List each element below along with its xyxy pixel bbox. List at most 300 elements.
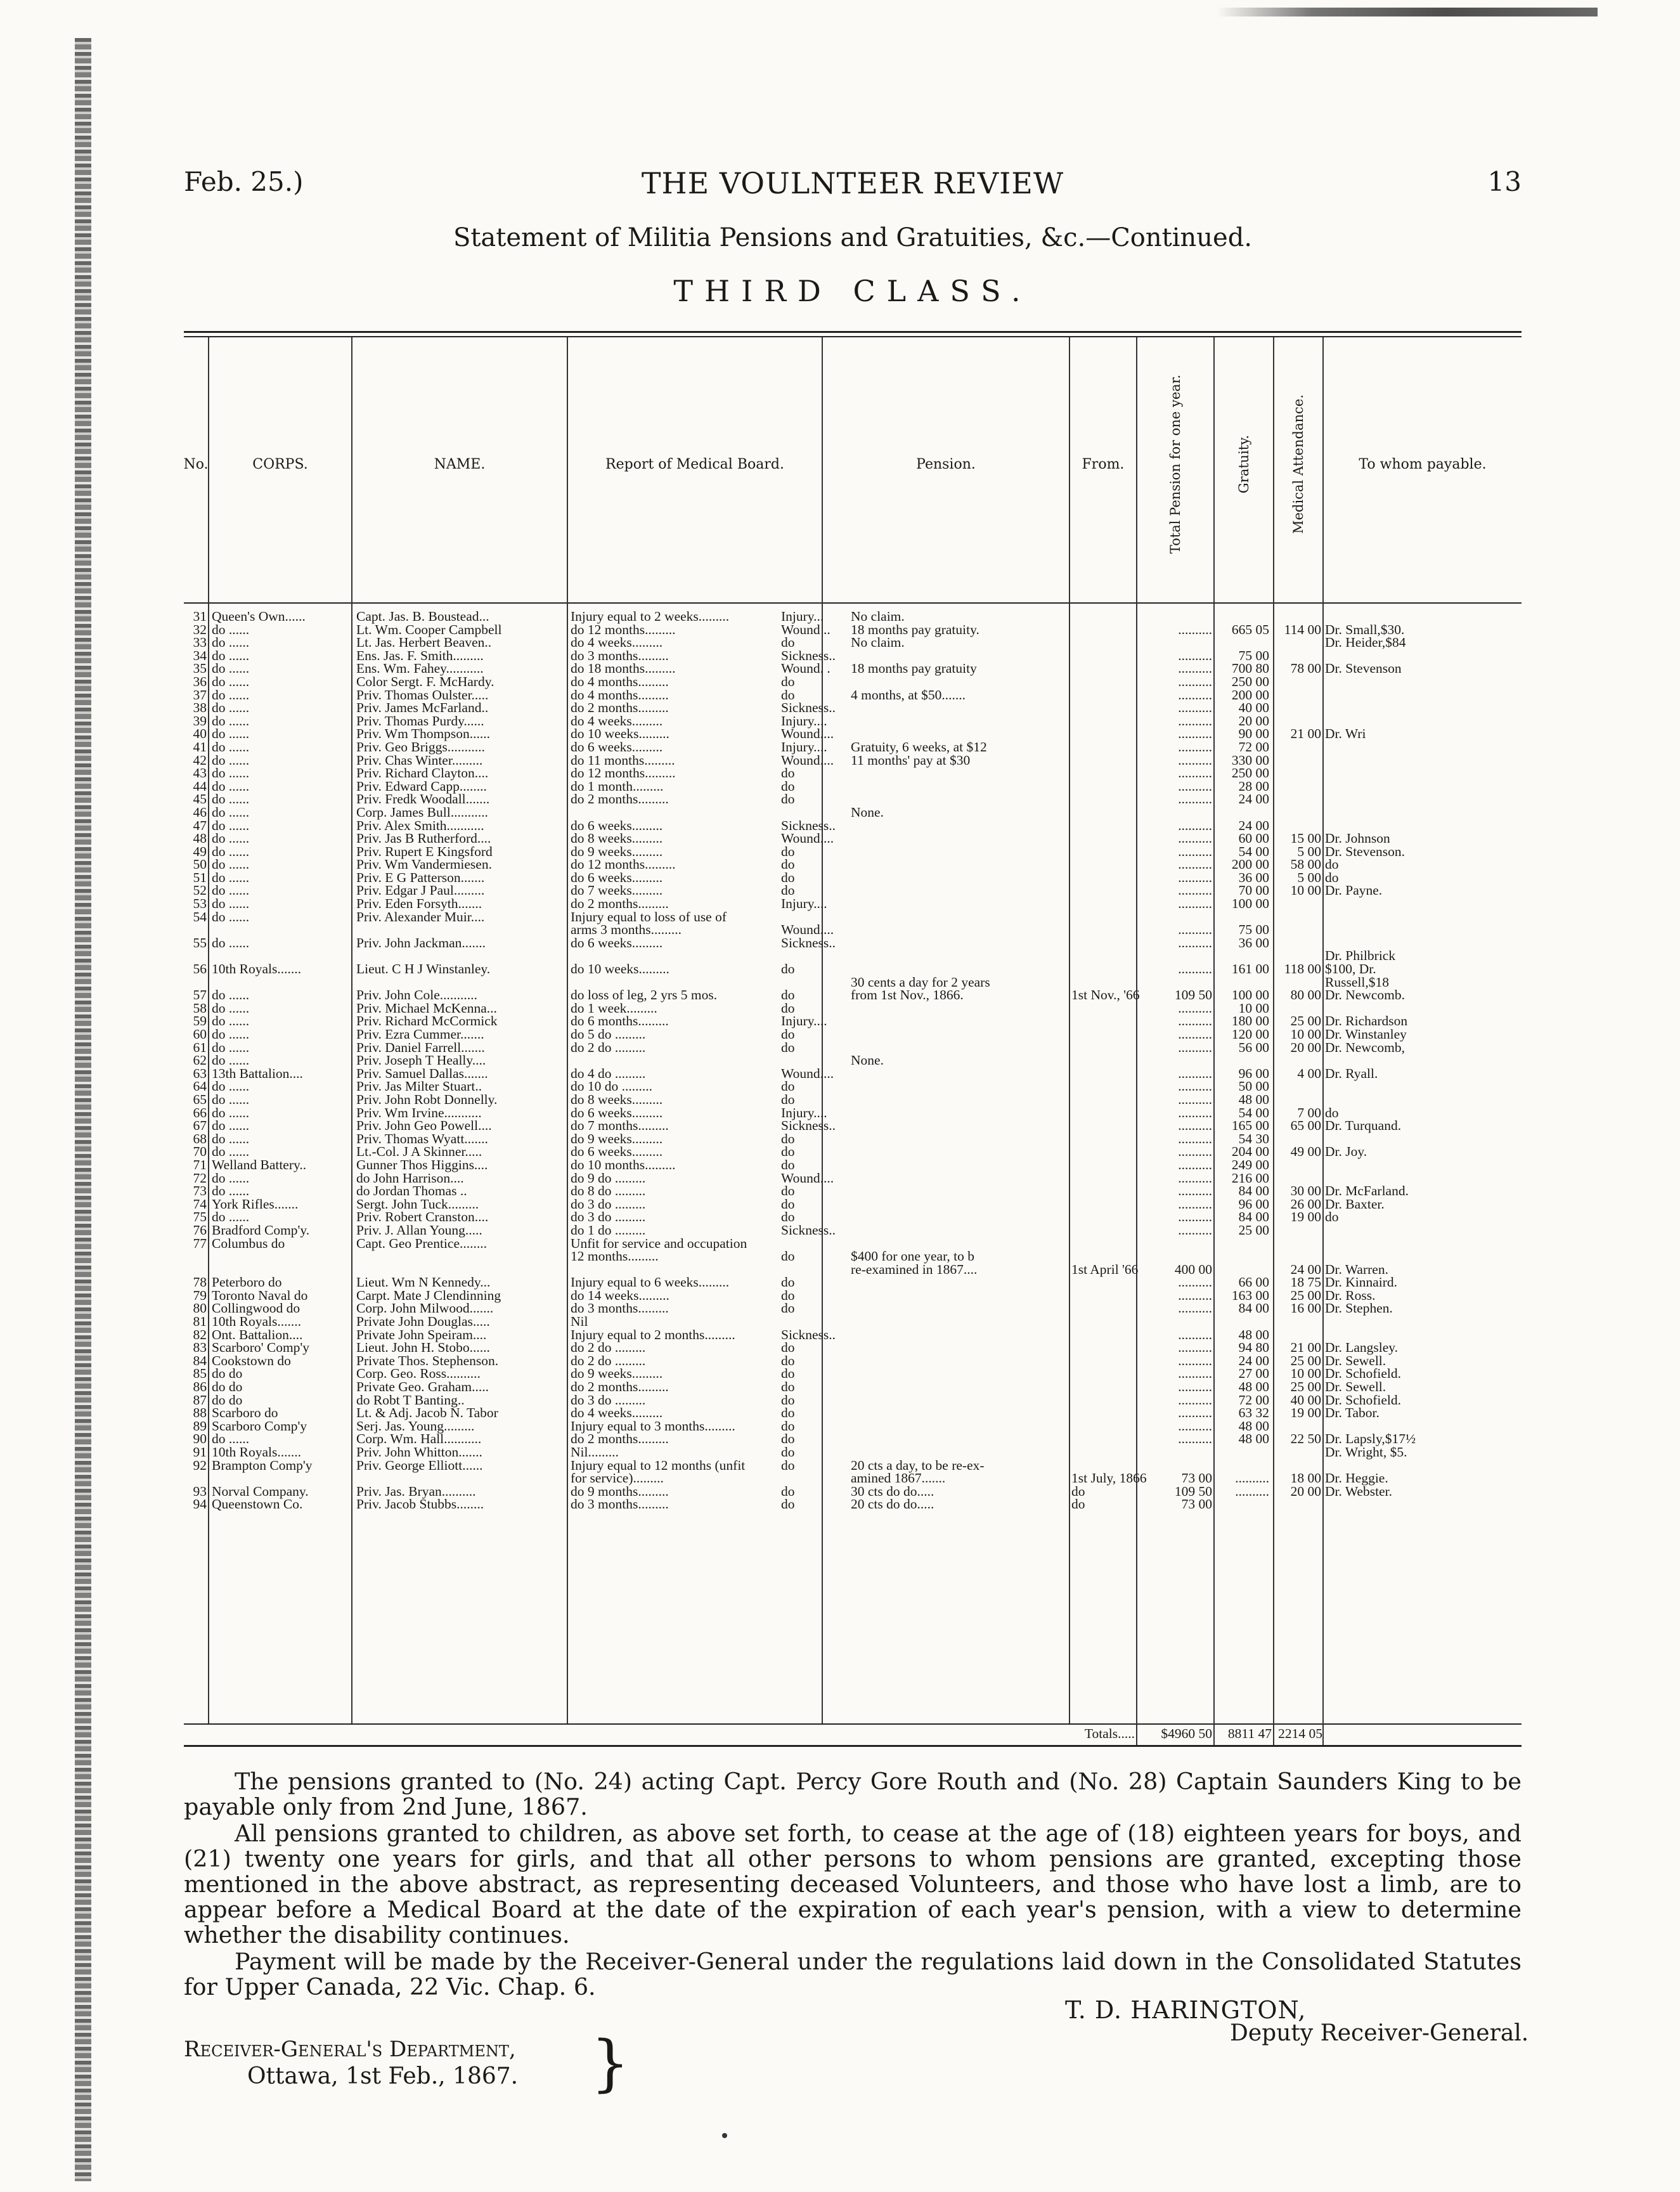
- table-row: [184, 727, 1522, 741]
- cell-name: Corp. Geo. Ross..........: [356, 1366, 481, 1382]
- cell-type: do: [781, 765, 795, 781]
- table-row: [184, 989, 1522, 1002]
- table-row: [184, 1015, 1522, 1028]
- cell-total: ..........: [1178, 857, 1212, 872]
- cell-medical: 22 50: [1290, 1431, 1321, 1447]
- cell-no: 65: [193, 1091, 207, 1107]
- cell-report: do 10 do .........: [571, 1079, 652, 1094]
- pensions-table: [184, 331, 1522, 1742]
- cell-gratuity: 250 00: [1231, 673, 1269, 689]
- cell-gratuity: 24 00: [1238, 791, 1269, 807]
- cell-type: do: [781, 1039, 795, 1055]
- cell-corps: Scarboro do: [212, 1405, 278, 1421]
- cell-gratuity: 48 00: [1238, 1379, 1269, 1395]
- cell-corps: do ......: [212, 778, 250, 794]
- cell-total: ..........: [1178, 1274, 1212, 1290]
- cell-report: do 2 months.........: [571, 896, 669, 912]
- cell-total: ..........: [1178, 726, 1212, 742]
- cell-report: do 9 weeks.........: [571, 843, 663, 859]
- cell-type: do: [781, 778, 795, 794]
- cell-name: Priv. Edward Capp........: [356, 778, 487, 794]
- cell-gratuity: 70 00: [1238, 883, 1269, 898]
- cell-total: ..........: [1178, 1340, 1212, 1356]
- cell-total: ..........: [1178, 647, 1212, 663]
- cell-total: ..........: [1178, 1091, 1212, 1107]
- cell-no: 50: [193, 857, 207, 872]
- cell-name: Priv. Alex Smith...........: [356, 817, 484, 833]
- table-row: [184, 1119, 1522, 1132]
- table-row: [184, 1472, 1522, 1485]
- cell-pension: from 1st Nov., 1866.: [851, 987, 964, 1003]
- table-row: [184, 884, 1522, 897]
- cell-payable: Dr. McFarland.: [1325, 1183, 1409, 1199]
- cell-corps: 13th Battalion....: [212, 1065, 303, 1081]
- notes-section: [184, 1769, 1522, 2001]
- cell-medical: 26 00: [1290, 1196, 1321, 1212]
- col-header-from: From.: [1082, 456, 1125, 472]
- cell-gratuity: 48 00: [1238, 1431, 1269, 1447]
- cell-total: ..........: [1178, 1287, 1212, 1303]
- cell-report: do 2 months.........: [571, 700, 669, 716]
- cell-name: Serj. Jas. Young.........: [356, 1418, 475, 1434]
- cell-name: Priv. Thomas Purdy......: [356, 713, 484, 729]
- cell-report: do 9 weeks.........: [571, 1366, 663, 1382]
- cell-name: Private Thos. Stephenson.: [356, 1352, 499, 1368]
- cell-payable: Dr. Stephen.: [1325, 1300, 1393, 1316]
- cell-report: do 10 weeks.........: [571, 961, 669, 977]
- cell-type: do: [781, 1405, 795, 1421]
- cell-name: Priv. Samuel Dallas.......: [356, 1065, 488, 1081]
- cell-type: do: [781, 1418, 795, 1434]
- cell-report: do 9 do .........: [571, 1170, 646, 1186]
- cell-medical: 25 00: [1290, 1013, 1321, 1029]
- cell-no: 77: [193, 1235, 207, 1251]
- cell-payable: Dr. Newcomb.: [1325, 987, 1405, 1003]
- cell-pension: 18 months pay gratuity.: [851, 621, 979, 637]
- cell-no: 72: [193, 1170, 207, 1186]
- table-row: [184, 1210, 1522, 1224]
- cell-type: Wound....: [781, 1170, 834, 1186]
- table-row: [184, 1276, 1522, 1289]
- table-row: [184, 793, 1522, 806]
- cell-corps: do ......: [212, 635, 250, 651]
- cell-total: ..........: [1178, 961, 1212, 977]
- cell-gratuity: 75 00: [1238, 647, 1269, 663]
- cell-gratuity: 100 00: [1231, 896, 1269, 912]
- cell-corps: do ......: [212, 765, 250, 781]
- cell-total: ..........: [1178, 843, 1212, 859]
- cell-gratuity: 200 00: [1231, 687, 1269, 703]
- cell-corps: do ......: [212, 673, 250, 689]
- cell-no: 49: [193, 843, 207, 859]
- col-header-pension: Pension.: [916, 456, 976, 472]
- cell-report: do 10 months.........: [571, 1157, 676, 1172]
- cell-no: 64: [193, 1079, 207, 1094]
- cell-report: do 11 months.........: [571, 752, 675, 768]
- cell-total: 109 50: [1174, 987, 1212, 1003]
- cell-gratuity: 28 00: [1238, 778, 1269, 794]
- table-row: [184, 963, 1522, 976]
- cell-total: ..........: [1178, 1118, 1212, 1134]
- totals-row: [184, 1726, 1522, 1744]
- cell-corps: do ......: [212, 987, 250, 1003]
- cell-total: ..........: [1178, 1144, 1212, 1160]
- cell-type: do: [781, 1483, 795, 1499]
- cell-payable: Dr. Stevenson.: [1325, 843, 1405, 859]
- cell-payable: do: [1325, 857, 1339, 872]
- cell-corps: do ......: [212, 1000, 250, 1016]
- cell-report: Injury equal to loss of use of: [571, 909, 727, 924]
- cell-pension: No claim.: [851, 635, 905, 651]
- cell-payable: Dr. Wright, $5.: [1325, 1444, 1407, 1460]
- cell-type: do: [781, 1183, 795, 1199]
- cell-type: Wound....: [781, 726, 834, 742]
- cell-name: Lieut. John H. Stobo......: [356, 1340, 490, 1356]
- col-header-total: Total Pension for one year.: [1168, 374, 1183, 554]
- cell-no: 66: [193, 1105, 207, 1120]
- cell-name: Priv. George Elliott......: [356, 1457, 483, 1473]
- cell-gratuity: ..........: [1235, 1483, 1269, 1499]
- cell-report: do 3 do .........: [571, 1196, 646, 1212]
- cell-type: Injury....: [781, 896, 827, 912]
- cell-type: do: [781, 1444, 795, 1460]
- cell-type: do: [781, 1157, 795, 1172]
- cell-gratuity: 250 00: [1231, 765, 1269, 781]
- table-row: [184, 689, 1522, 702]
- binding-edge: [75, 38, 91, 2181]
- cell-no: 88: [193, 1405, 207, 1421]
- cell-payable: Dr. Payne.: [1325, 883, 1383, 898]
- cell-pension: 11 months' pay at $30: [851, 752, 971, 768]
- cell-total: ..........: [1178, 1418, 1212, 1434]
- cell-corps: do ......: [212, 713, 250, 729]
- cell-report: do 4 weeks.........: [571, 635, 663, 651]
- cell-corps: do ......: [212, 1183, 250, 1199]
- cell-no: 35: [193, 661, 207, 677]
- cell-gratuity: 94 80: [1238, 1340, 1269, 1356]
- cell-no: 39: [193, 713, 207, 729]
- cell-report: do 4 weeks.........: [571, 1405, 663, 1421]
- cell-name: Priv. John Robt Donnelly.: [356, 1091, 498, 1107]
- cell-report: do 6 weeks.........: [571, 1105, 663, 1120]
- cell-type: do: [781, 635, 795, 651]
- cell-corps: Ont. Battalion....: [212, 1326, 303, 1342]
- cell-no: 57: [193, 987, 207, 1003]
- cell-no: 58: [193, 1000, 207, 1016]
- cell-no: 56: [193, 961, 207, 977]
- col-header-name: NAME.: [434, 456, 486, 472]
- cell-no: 54: [193, 909, 207, 924]
- cell-name: Private Geo. Graham.....: [356, 1379, 489, 1395]
- cell-no: 78: [193, 1274, 207, 1290]
- cell-report: do 3 months.........: [571, 1496, 669, 1512]
- cell-name: Sergt. John Tuck.........: [356, 1196, 479, 1212]
- table-row: [184, 636, 1522, 649]
- cell-gratuity: 100 00: [1231, 987, 1269, 1003]
- cell-medical: 19 00: [1290, 1209, 1321, 1225]
- note-paragraph: Payment will be made by the Receiver-General under the regulations laid down in the Consolidated Statutes for Upper Canada, 22 Vic. Chap. 6.: [184, 1948, 1522, 2001]
- cell-total: ..........: [1178, 1405, 1212, 1421]
- cell-corps: do ......: [212, 896, 250, 912]
- cell-name: Priv. John Cole...........: [356, 987, 477, 1003]
- top-scan-mark: [1217, 8, 1598, 16]
- cell-corps: Bradford Comp'y.: [212, 1222, 310, 1238]
- cell-pension: No claim.: [851, 609, 905, 624]
- cell-corps: Scarboro Comp'y: [212, 1418, 307, 1434]
- cell-corps: Toronto Naval do: [212, 1287, 308, 1303]
- cell-total: ..........: [1178, 1183, 1212, 1199]
- cell-type: do: [781, 1248, 795, 1264]
- cell-no: 71: [193, 1157, 207, 1172]
- cell-gratuity: ..........: [1235, 1470, 1269, 1486]
- table-row: [184, 1028, 1522, 1041]
- table-row: [184, 819, 1522, 833]
- cell-name: Priv. Jas. Bryan..........: [356, 1483, 476, 1499]
- cell-corps: do ......: [212, 726, 250, 742]
- cell-type: do: [781, 1027, 795, 1042]
- cell-no: 40: [193, 726, 207, 742]
- cell-corps: do ......: [212, 791, 250, 807]
- cell-pension: 20 cts do do.....: [851, 1496, 934, 1512]
- cell-name: Priv. Wm Thompson......: [356, 726, 491, 742]
- cell-name: Priv. E G Patterson.......: [356, 869, 485, 885]
- cell-gratuity: 330 00: [1231, 752, 1269, 768]
- cell-name: Priv. Thomas Wyatt.......: [356, 1131, 488, 1146]
- cell-payable: Dr. Ryall.: [1325, 1065, 1378, 1081]
- cell-report: Injury equal to 12 months (unfit: [571, 1457, 746, 1473]
- cell-pension: 20 cts a day, to be re-ex-: [851, 1457, 985, 1473]
- cell-type: Wound. .: [781, 661, 830, 677]
- cell-medical: 20 00: [1290, 1039, 1321, 1055]
- cell-no: 32: [193, 621, 207, 637]
- col-header-gratuity: Gratuity.: [1236, 434, 1252, 494]
- cell-total: ..........: [1178, 1157, 1212, 1172]
- signature-name: T. D. HARINGTON,: [1065, 1996, 1307, 2024]
- cell-type: Sickness..: [781, 700, 836, 716]
- col-header-medical: Medical Attendance.: [1291, 394, 1306, 534]
- cell-name: Priv. Edgar J Paul.........: [356, 883, 485, 898]
- cell-pension: re-examined in 1867....: [851, 1261, 978, 1277]
- cell-pension: 18 months pay gratuity: [851, 661, 977, 677]
- cell-report: do 6 weeks.........: [571, 935, 663, 950]
- cell-no: 43: [193, 765, 207, 781]
- cell-no: 52: [193, 883, 207, 898]
- cell-payable: $100, Dr.: [1325, 961, 1376, 977]
- cell-gratuity: 96 00: [1238, 1196, 1269, 1212]
- cell-report: Nil.........: [571, 1444, 619, 1460]
- cell-gratuity: 54 00: [1238, 1105, 1269, 1120]
- cell-gratuity: 27 00: [1238, 1366, 1269, 1382]
- cell-total: ..........: [1178, 739, 1212, 755]
- cell-report: Injury equal to 2 weeks.........: [571, 609, 730, 624]
- cell-medical: 10 00: [1290, 1027, 1321, 1042]
- cell-no: 41: [193, 739, 207, 755]
- cell-corps: Peterboro do: [212, 1274, 282, 1290]
- cell-no: 73: [193, 1183, 207, 1199]
- cell-no: 46: [193, 804, 207, 820]
- cell-corps: do ......: [212, 804, 250, 820]
- cell-no: 62: [193, 1053, 207, 1068]
- cell-no: 79: [193, 1287, 207, 1303]
- cell-no: 31: [193, 609, 207, 624]
- table-row: [184, 976, 1522, 989]
- cell-report: do 12 months.........: [571, 857, 676, 872]
- cell-corps: do ......: [212, 1079, 250, 1094]
- cell-type: Sickness..: [781, 1118, 836, 1134]
- table-row: [184, 662, 1522, 675]
- cell-medical: 18 75: [1290, 1274, 1321, 1290]
- table-row: [184, 649, 1522, 663]
- cell-medical: 58 00: [1290, 857, 1321, 872]
- cell-report: do 5 do .........: [571, 1027, 646, 1042]
- cell-corps: do do: [212, 1392, 243, 1408]
- cell-name: Ens. Jas. F. Smith.........: [356, 647, 484, 663]
- cell-no: 82: [193, 1326, 207, 1342]
- cell-no: 44: [193, 778, 207, 794]
- cell-name: do Jordan Thomas ..: [356, 1183, 467, 1199]
- cell-gratuity: 165 00: [1231, 1118, 1269, 1134]
- cell-payable: Dr. Richardson: [1325, 1013, 1408, 1029]
- cell-type: do: [781, 673, 795, 689]
- cell-medical: 30 00: [1290, 1183, 1321, 1199]
- cell-total: ..........: [1178, 1079, 1212, 1094]
- cell-name: Priv. Daniel Farrell.......: [356, 1039, 485, 1055]
- cell-report: do 2 do .........: [571, 1039, 646, 1055]
- table-row: [184, 1432, 1522, 1446]
- cell-total: ..........: [1178, 1392, 1212, 1408]
- cell-type: do: [781, 1079, 795, 1094]
- publication-title: THE VOULNTEER REVIEW: [641, 166, 1064, 200]
- cell-no: 90: [193, 1431, 207, 1447]
- cell-payable: Dr. Tabor.: [1325, 1405, 1380, 1421]
- cell-corps: Queen's Own......: [212, 609, 306, 624]
- cell-corps: do ......: [212, 1053, 250, 1068]
- cell-pension: None.: [851, 804, 884, 820]
- cell-gratuity: 54 00: [1238, 843, 1269, 859]
- cell-name: Priv. Alexander Muir....: [356, 909, 485, 924]
- table-row: [184, 1394, 1522, 1407]
- cell-name: Capt. Jas. B. Boustead...: [356, 609, 489, 624]
- cell-corps: do do: [212, 1366, 243, 1382]
- cell-name: Priv. Joseph T Heally....: [356, 1053, 486, 1068]
- cell-report: for service).........: [571, 1470, 664, 1486]
- cell-medical: 5 00: [1297, 843, 1321, 859]
- cell-report: do 9 weeks.........: [571, 1131, 663, 1146]
- cell-corps: 10th Royals.......: [212, 961, 301, 977]
- cell-type: Sickness..: [781, 1222, 836, 1238]
- cell-total: ..........: [1178, 1196, 1212, 1212]
- cell-no: 83: [193, 1340, 207, 1356]
- cell-payable: Russell,$18: [1325, 974, 1389, 990]
- cell-corps: do ......: [212, 831, 250, 846]
- cell-name: Lt. Jas. Herbert Beaven..: [356, 635, 492, 651]
- cell-type: Wound....: [781, 831, 834, 846]
- cell-medical: 65 00: [1290, 1118, 1321, 1134]
- cell-name: Priv. Ezra Cummer.......: [356, 1027, 484, 1042]
- cell-payable: do: [1325, 869, 1339, 885]
- cell-no: 74: [193, 1196, 207, 1212]
- cell-medical: 20 00: [1290, 1483, 1321, 1499]
- cell-payable: Dr. Joy.: [1325, 1144, 1367, 1160]
- cell-medical: 18 00: [1290, 1470, 1321, 1486]
- cell-corps: Brampton Comp'y: [212, 1457, 313, 1473]
- cell-medical: 21 00: [1290, 726, 1321, 742]
- cell-type: do: [781, 857, 795, 872]
- cell-no: 60: [193, 1027, 207, 1042]
- table-row: [184, 1080, 1522, 1093]
- cell-total: ..........: [1178, 817, 1212, 833]
- cell-payable: Dr. Warren.: [1325, 1261, 1388, 1277]
- cell-total: ..........: [1178, 922, 1212, 938]
- cell-medical: 25 00: [1290, 1287, 1321, 1303]
- cell-total: ..........: [1178, 1065, 1212, 1081]
- cell-no: 59: [193, 1013, 207, 1029]
- cell-payable: Dr. Turquand.: [1325, 1118, 1402, 1134]
- cell-payable: Dr. Lapsly,$17½: [1325, 1431, 1416, 1447]
- table-body: [184, 610, 1522, 1511]
- note-paragraph: All pensions granted to children, as above set forth, to cease at the age of (18) eighteen years for boys, and (21) twenty one years for girls, and that all other persons to whom pensions are granted, excepting those mentioned in the above abstract, as representing deceased Volunteers, and those who have lost a limb, are to appear before a Medical Board at the date of the expiration of each year's pension, with a view to determine whether the disability continues.: [184, 1820, 1522, 1949]
- cell-report: do 7 weeks.........: [571, 883, 663, 898]
- cell-payable: Dr. Langsley.: [1325, 1340, 1399, 1356]
- cell-report: do 3 months.........: [571, 647, 669, 663]
- cell-corps: Collingwood do: [212, 1300, 300, 1316]
- cell-corps: Welland Battery..: [212, 1157, 307, 1172]
- cell-gratuity: 163 00: [1231, 1287, 1269, 1303]
- cell-pension: Gratuity, 6 weeks, at $12: [851, 739, 987, 755]
- cell-name: Priv. John Jackman.......: [356, 935, 486, 950]
- cell-name: Lieut. C H J Winstanley.: [356, 961, 491, 977]
- cell-report: do 6 months.........: [571, 1013, 669, 1029]
- cell-type: do: [781, 1091, 795, 1107]
- signature-title: Deputy Receiver-General.: [1230, 2020, 1529, 2046]
- table-row: [184, 1250, 1522, 1263]
- table-row: [184, 1328, 1522, 1342]
- cell-no: 85: [193, 1366, 207, 1382]
- cell-type: do: [781, 1352, 795, 1368]
- cell-from: 1st July, 1866: [1071, 1470, 1147, 1486]
- cell-gratuity: 249 00: [1231, 1157, 1269, 1172]
- cell-total: ..........: [1178, 661, 1212, 677]
- cell-type: Injury....: [781, 1105, 827, 1120]
- table-row: [184, 1302, 1522, 1315]
- cell-type: do: [781, 1431, 795, 1447]
- cell-total: ..........: [1178, 765, 1212, 781]
- cell-no: 68: [193, 1131, 207, 1146]
- cell-total: ..........: [1178, 1431, 1212, 1447]
- col-header-payable: To whom payable.: [1359, 456, 1487, 472]
- cell-report: do 6 weeks.........: [571, 1144, 663, 1160]
- table-row: [184, 1132, 1522, 1146]
- cell-no: 45: [193, 791, 207, 807]
- cell-corps: do ......: [212, 1118, 250, 1134]
- table-row: [184, 1406, 1522, 1420]
- cell-payable: Dr. Schofield.: [1325, 1366, 1402, 1382]
- cell-name: do John Harrison....: [356, 1170, 464, 1186]
- cell-total: ..........: [1178, 831, 1212, 846]
- cell-from: do: [1071, 1483, 1085, 1499]
- cell-type: do: [781, 1366, 795, 1382]
- cell-corps: do ......: [212, 883, 250, 898]
- cell-medical: 5 00: [1297, 869, 1321, 885]
- cell-name: Private John Douglas.....: [356, 1314, 490, 1330]
- cell-report: do 8 weeks.........: [571, 831, 663, 846]
- cell-medical: 80 00: [1290, 987, 1321, 1003]
- cell-total: ..........: [1178, 673, 1212, 689]
- department-brace: }: [591, 2028, 630, 2099]
- header-bottom-rule: [184, 602, 1522, 604]
- cell-name: Priv. Wm Irvine...........: [356, 1105, 482, 1120]
- cell-report: do 14 weeks.........: [571, 1287, 669, 1303]
